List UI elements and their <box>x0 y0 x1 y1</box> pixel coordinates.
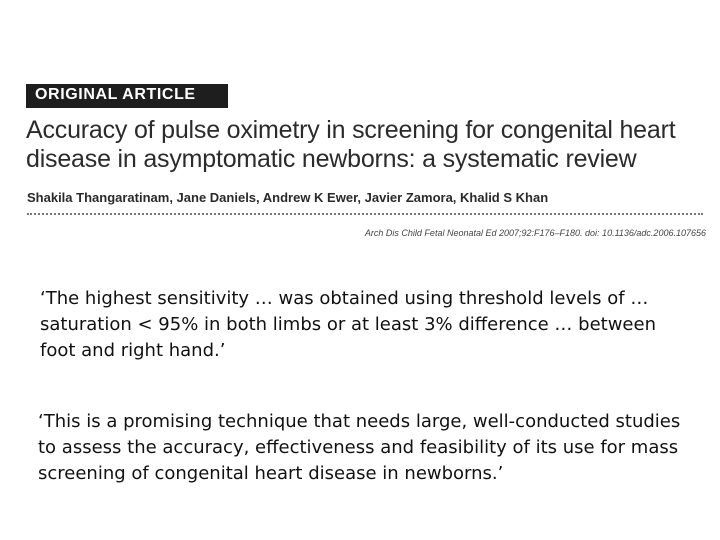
article-authors: Shakila Thangaratinam, Jane Daniels, Andrew K Ewer, Javier Zamora, Khalid S Khan <box>27 190 549 205</box>
article-citation: Arch Dis Child Fetal Neonatal Ed 2007;92:F176–F180. doi: 10.1136/adc.2006.107656 <box>364 228 706 238</box>
quote-sensitivity: ‘The highest sensitivity … was obtained using threshold levels of … saturation < 95% in both limbs or at least 3% difference … between foot and right hand.’ <box>40 288 656 361</box>
article-type-label: ORIGINAL ARTICLE <box>35 86 196 103</box>
article-title: Accuracy of pulse oximetry in screening for congenital heart disease in asymptomatic newborns: a systematic review <box>26 116 676 173</box>
article-type-banner <box>26 84 228 108</box>
dotted-divider <box>27 213 703 215</box>
quote-conclusion: ‘This is a promising technique that needs large, well-conducted studies to assess the accuracy, effectiveness and feasibility of its use for mass screening of congenital heart disease in newborns.’ <box>38 411 681 484</box>
